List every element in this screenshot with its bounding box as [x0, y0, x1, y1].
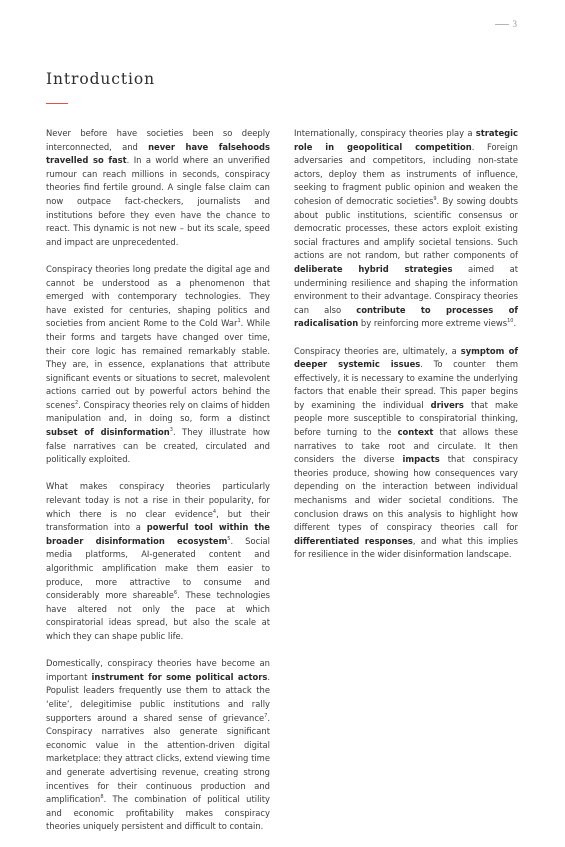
heading-accent-rule	[46, 103, 68, 104]
left-column	[46, 127, 270, 847]
bold-text: strategic role in geopolitical competition	[294, 128, 518, 152]
footnote-ref: 6	[173, 590, 178, 597]
footnote-ref: 7	[264, 712, 268, 719]
bold-text: drivers	[430, 399, 464, 410]
text-run: What makes conspiracy theories particularly relevant today is not a rise in their popularity, for which there is no clear evidence	[46, 481, 270, 519]
text-run: Conspiracy theories long predate the digital age and cannot be understood as a phenomenon that emerged with contemporary technologies. They have existed for centuries, shaping politics and societies from ancient Rome to the Cold War	[46, 263, 270, 329]
text-run: . These technologies have altered not only the pace at which conspiratorial ideas spread, but also the scale at which they can shape public life.	[46, 590, 270, 641]
page-number-value: 3	[512, 19, 517, 29]
paragraph	[46, 657, 270, 834]
text-run: that conspiracy theories produce, showing how consequences vary depending on the interaction between individual mechanisms and wider societal conditions. The conclusion draws on this analysis to highlight how different types of conspiracy theories call for	[294, 454, 518, 533]
text-run: , but their transformation into a	[46, 508, 270, 533]
text-run: Never before have societies been so deeply interconnected, and	[46, 128, 270, 152]
footnote-ref: 1	[237, 318, 241, 325]
footnote-ref: 4	[212, 508, 217, 515]
text-run: Internationally, conspiracy theories play a	[294, 128, 476, 138]
text-run: . Social media platforms, AI-generated content and algorithmic amplification make them easier to produce, more attractive to consume and considerably more shareable	[46, 535, 270, 601]
bold-text: symptom of deeper systemic issues	[294, 345, 518, 370]
page-number-dash	[495, 24, 509, 25]
text-run: . Conspiracy theories rely on claims of hidden manipulation and, in doing so, form a distinct	[46, 399, 270, 424]
paragraph	[46, 480, 270, 643]
text-run: . Populist leaders frequently use them to attack the ‘elite’, delegitimise public institutions and rally supporters around a shared sense of grievance	[46, 671, 270, 723]
bold-text: powerful tool within the broader disinformation ecosystem	[46, 522, 270, 546]
bold-text: instrument for some political actors	[91, 671, 268, 682]
text-run: .	[513, 318, 517, 329]
footnote-ref: 8	[100, 794, 104, 801]
paragraph	[294, 127, 518, 331]
text-run: . Conspiracy narratives also generate significant economic value in the attention-driven digital marketplace: they attract clicks, extend viewing time and generate advertising revenue, creating strong incentives for their continuous production and amplification	[46, 712, 270, 805]
bold-text: impacts	[402, 454, 440, 465]
footnote-ref: 2	[74, 400, 79, 407]
bold-text: never have falsehoods travelled so fast	[46, 141, 270, 166]
text-run: . In a world where an unverified rumour can reach millions in seconds, conspiracy theories find fertile ground. A single false claim can now outpace fact-checkers, journalists and institutions before they even have the chance to react. This dynamic is not new – but its scale, speed and impact are unprecedented.	[46, 155, 270, 247]
paragraph	[46, 263, 270, 467]
text-run: by reinforcing more extreme views	[358, 318, 508, 329]
text-run: Domestically, conspiracy theories have become an important	[46, 658, 270, 682]
section-heading: Introduction	[46, 70, 155, 88]
right-column	[294, 127, 518, 576]
footnote-ref: 9	[433, 196, 437, 203]
text-run: aimed at undermining resilience and shaping the information environment to their advantage. Conspiracy theories can also	[294, 263, 518, 315]
text-run: . The combination of political utility and economic profitability makes conspiracy theories uniquely persistent and difficult to contain.	[46, 794, 270, 832]
bold-text: subset of disinformation	[46, 427, 170, 438]
bold-text: context	[397, 427, 434, 438]
footnote-ref: 3	[169, 427, 173, 434]
bold-text: contribute to processes of radicalisation	[294, 304, 518, 329]
paragraph	[46, 127, 270, 249]
text-run: that make people more susceptible to conspiratorial thinking, before turning to the	[294, 399, 518, 438]
text-run: . To counter them effectively, it is necessary to examine the underlying factors that enable their spread. This paper begins by examining the individual	[294, 359, 518, 410]
text-run: . They illustrate how false narratives can be created, circulated and politically exploited.	[46, 427, 270, 465]
text-run: Conspiracy theories are, ultimately, a	[294, 345, 461, 356]
bold-text: differentiated responses	[294, 535, 413, 546]
bold-text: deliberate hybrid strategies	[294, 263, 453, 274]
page-number	[495, 19, 518, 29]
footnote-ref: 5	[227, 536, 231, 543]
text-run: that allows these narratives to take root and circulate. It then considers the diverse	[294, 427, 518, 465]
text-run: . Foreign adversaries and competitors, including non-state actors, deploy them as instruments of influence, seeking to fragment public opinion and weaken the cohesion of democratic societies	[294, 141, 518, 206]
text-run: , and what this implies for resilience in the wider disinformation landscape.	[294, 535, 518, 560]
text-run: . While their forms and targets have changed over time, their core logic has remained remarkably stable. They are, in essence, explanations that attribute significant events or situations to secret, malevolent actions carried out by powerful actors behind the scenes	[46, 318, 270, 410]
paragraph	[294, 345, 518, 563]
text-run: . By sowing doubts about public institutions, scientific consensus or democratic processes, these actors exploit existing social fractures and amplify societal tensions. Such actions are not random, but rather components of	[294, 195, 518, 261]
footnote-ref: 10	[507, 318, 514, 325]
